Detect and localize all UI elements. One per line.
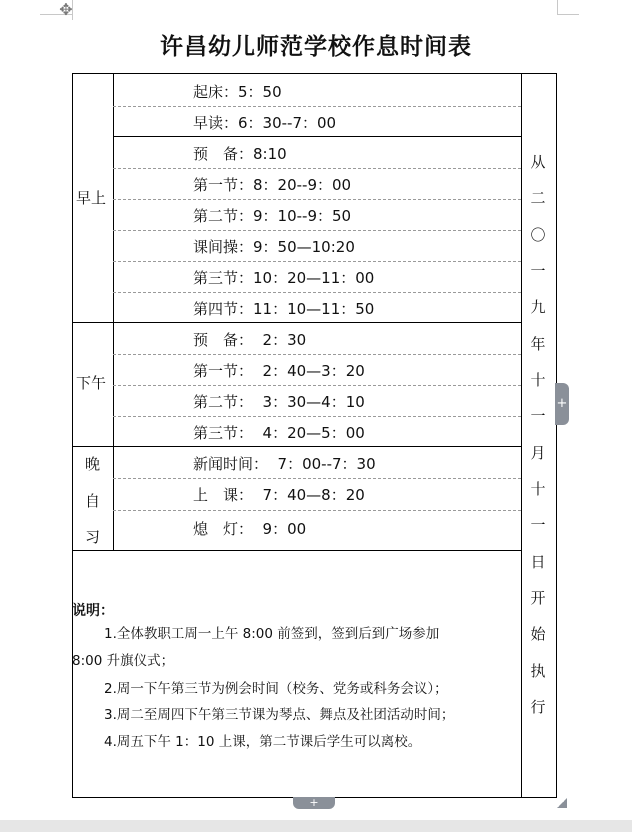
- schedule-row: 第四节：11：10—11：50: [193, 300, 375, 318]
- effective-date-char: 从: [530, 153, 546, 171]
- effective-date-char: 一: [530, 407, 546, 425]
- note-line: 2.周一下午第三节为例会时间（校务、党务或科务会议）；: [104, 681, 448, 697]
- schedule-row: 第三节：10：20—11：00: [193, 269, 375, 287]
- effective-date-char: 九: [530, 298, 546, 316]
- schedule-row: 第二节：9：10--9：50: [193, 207, 352, 225]
- group-label-afternoon: 下午: [76, 374, 107, 392]
- schedule-row: 预 备：8:10: [193, 145, 287, 163]
- schedule-row: 第一节： 2：40—3：20: [193, 362, 365, 380]
- schedule-row: 预 备： 2：30: [193, 331, 307, 349]
- schedule-row: 起床：5：50: [193, 83, 282, 101]
- group-label-evening-char: 晚: [85, 455, 101, 473]
- plus-icon: +: [309, 796, 319, 809]
- notes-heading: 说明：: [72, 603, 114, 619]
- page-title: 许昌幼儿师范学校作息时间表: [160, 34, 472, 60]
- effective-date-char: 执: [530, 662, 546, 680]
- schedule-row: 早读：6：30--7：00: [193, 114, 337, 132]
- effective-date-char: 行: [530, 698, 546, 716]
- effective-date-char: 日: [530, 553, 546, 571]
- note-line: 1.全体教职工周一上午 8:00 前签到，签到后到广场参加: [104, 626, 440, 642]
- group-label-evening-char: 习: [85, 528, 101, 546]
- schedule-row: 第二节： 3：30—4：10: [193, 393, 365, 411]
- schedule-row: 上 课： 7：40—8：20: [193, 486, 365, 504]
- schedule-row: 第三节： 4：20—5：00: [193, 424, 365, 442]
- note-line: 8:00 升旗仪式；: [72, 653, 175, 669]
- note-line: 4.周五下午 1：10 上课，第二节课后学生可以离校。: [104, 734, 422, 750]
- plus-icon: +: [556, 396, 568, 411]
- move-icon[interactable]: ✥: [59, 0, 73, 19]
- schedule-row: 新闻时间： 7：00--7：30: [193, 455, 376, 473]
- resize-handle-icon[interactable]: [557, 798, 567, 808]
- group-label-evening-char: 自: [85, 492, 101, 510]
- group-label-morning: 早上: [76, 189, 107, 207]
- schedule-row: 熄 灯： 9：00: [193, 520, 307, 538]
- effective-date-char: 十: [530, 371, 546, 389]
- effective-date-char: 二: [530, 189, 546, 207]
- schedule-row: 第一节：8：20--9：00: [193, 176, 352, 194]
- effective-date-char: 十: [530, 480, 546, 498]
- effective-date-char: 始: [530, 625, 546, 643]
- page-gap: [0, 820, 632, 832]
- effective-date-char: 开: [530, 589, 546, 607]
- effective-date-char: 一: [530, 262, 546, 280]
- effective-date-char: 〇: [530, 226, 546, 244]
- note-line: 3.周二至周四下午第三节课为琴点、舞点及社团活动时间；: [104, 707, 455, 723]
- effective-date-char: 月: [530, 444, 546, 462]
- effective-date-char: 年: [530, 335, 546, 353]
- add-column-button[interactable]: [555, 383, 569, 425]
- effective-date-char: 一: [530, 516, 546, 534]
- add-row-button[interactable]: [293, 797, 335, 809]
- schedule-row: 课间操：9：50—10:20: [193, 238, 355, 256]
